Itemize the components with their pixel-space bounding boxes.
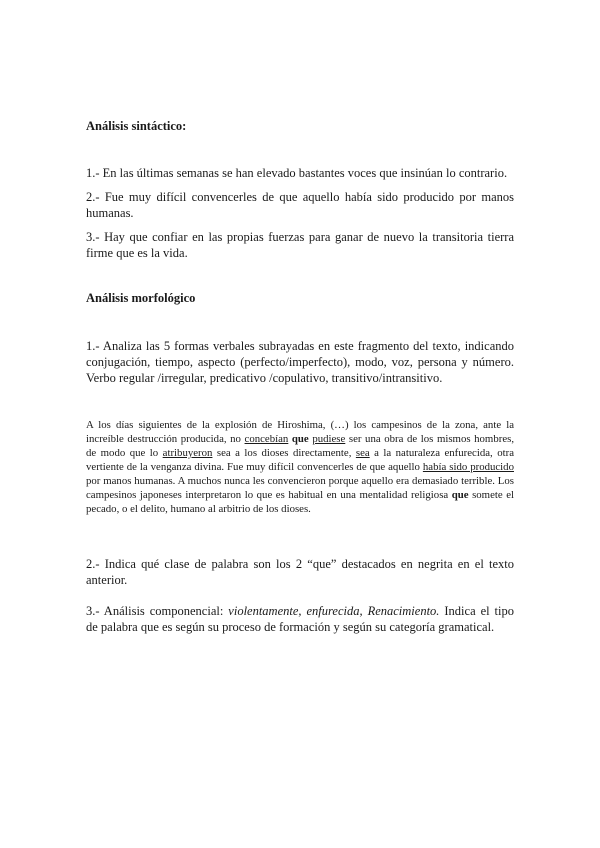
passage-text: somete el pecado, o el delito, humano al arbitrio de los dioses. <box>86 489 515 515</box>
passage-text: por manos humanas. A muchos nunca les convencieron porque aquello era demasiado terrible. Los campesinos japoneses interpretaron lo que es habitual en una mentalidad religiosa <box>86 475 514 501</box>
syntactic-item-2: 2.- Fue muy difícil convencerles de que aquello había sido producido por manos humanas. <box>86 190 514 220</box>
bold-que-2: que <box>451 489 469 501</box>
passage-text: A los días siguientes de la explosión de Hiroshima, (…) los campesinos de la zona, ante la increíble destrucción producida, no <box>86 419 514 445</box>
underlined-verb-pudiese: pudiese <box>312 433 346 445</box>
question-3-suffix: Indica el tipo de palabra que es según su proceso de formación y según su categoría gramatical. <box>86 604 515 634</box>
underlined-verb-habia-sido-producido: había sido producido <box>422 461 514 473</box>
syntactic-item-1: 1.- En las últimas semanas se han elevado bastantes voces que insinúan lo contrario. <box>86 166 508 180</box>
underlined-verb-sea: sea <box>355 447 370 459</box>
question-3-prefix: 3.- Análisis componencial: <box>86 604 229 618</box>
syntactic-analysis-heading: Análisis sintáctico: <box>86 119 187 133</box>
morphological-question-2: 2.- Indica qué clase de palabra son los 2 “que” destacados en negrita en el texto anterior. <box>86 557 514 587</box>
bold-que-1: que <box>291 433 309 445</box>
syntactic-item-3: 3.- Hay que confiar en las propias fuerzas para ganar de nuevo la transitoria tierra firme que es la vida. <box>86 230 514 260</box>
morphological-analysis-heading: Análisis morfológico <box>86 291 196 305</box>
passage-text: sea a los dioses directamente, <box>212 447 356 459</box>
morphological-question-3 <box>86 603 514 635</box>
text-passage <box>86 418 514 516</box>
underlined-verb-concebian: concebían <box>244 433 289 445</box>
passage-text: ser una obra de los mismos hombres, de modo que lo <box>86 433 515 459</box>
question-3-words: violentamente, enfurecida, Renacimiento. <box>228 604 440 618</box>
passage-text: a la naturaleza enfurecida, otra vertiente de la venganza divina. Fue muy difícil convencerles de que aquello <box>86 447 514 473</box>
underlined-verb-atribuyeron: atribuyeron <box>162 447 213 459</box>
morphological-question-1: 1.- Analiza las 5 formas verbales subrayadas en este fragmento del texto, indicando conjugación, tiempo, aspecto (perfecto/imperfecto), modo, voz, persona y número. Verbo regular /irregular, predicativo /copulativo, transitivo/intransitivo. <box>86 339 514 385</box>
